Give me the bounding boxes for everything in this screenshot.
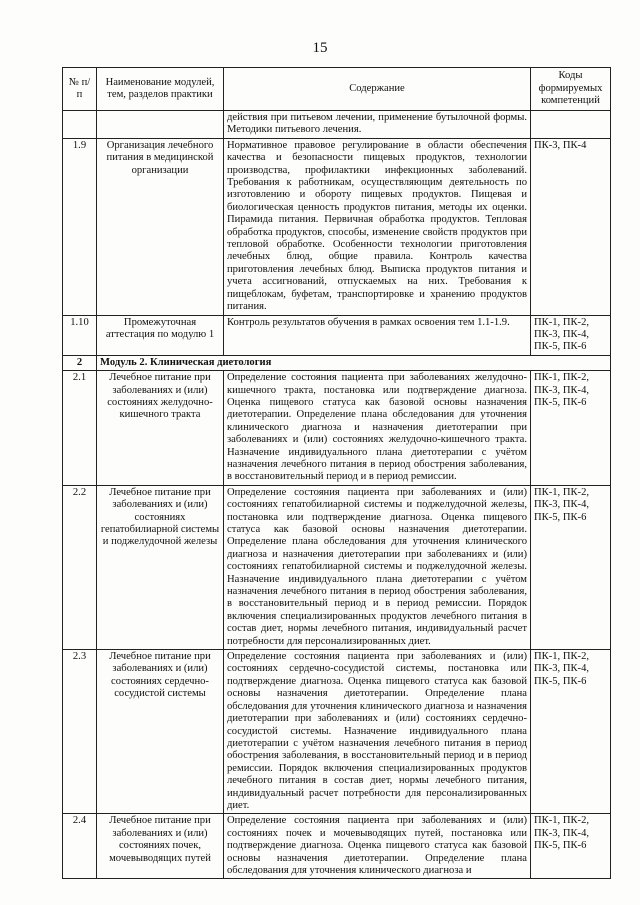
row-content: Контроль результатов обучения в рамках освоения тем 1.1-1.9. — [224, 315, 531, 355]
header-content: Содержание — [224, 68, 531, 111]
header-num: № п/п — [63, 68, 97, 111]
row-name: Лечебное питание при заболеваниях и (или) состояниях желудочно-кишечного тракта — [97, 371, 224, 486]
row-name: Лечебное питание при заболеваниях и (или) состояниях гепатобилиарной системы и поджелудочной железы — [97, 485, 224, 649]
section-title: Модуль 2. Клиническая диетология — [97, 355, 611, 370]
table-row — [63, 371, 611, 486]
row-num: 2.3 — [63, 650, 97, 814]
section-row — [63, 355, 611, 370]
row-codes: ПК-3, ПК-4 — [531, 138, 611, 315]
curriculum-table — [62, 67, 611, 879]
table-header-row — [63, 68, 611, 111]
row-codes: ПК-1, ПК-2, ПК-3, ПК-4, ПК-5, ПК-6 — [531, 315, 611, 355]
row-codes: ПК-1, ПК-2, ПК-3, ПК-4, ПК-5, ПК-6 — [531, 371, 611, 486]
row-num: 1.10 — [63, 315, 97, 355]
table-row — [63, 814, 611, 879]
row-name: Организация лечебного питания в медицинской организации — [97, 138, 224, 315]
header-codes: Коды формируемых компетенций — [531, 68, 611, 111]
table-row — [63, 315, 611, 355]
table-row — [63, 650, 611, 814]
row-codes: ПК-1, ПК-2, ПК-3, ПК-4, ПК-5, ПК-6 — [531, 650, 611, 814]
row-num: 2.4 — [63, 814, 97, 879]
table-row — [63, 138, 611, 315]
row-content: действия при питьевом лечении, применение бутылочной формы. Методики питьевого лечения. — [224, 111, 531, 139]
row-name: Промежуточная аттестация по модулю 1 — [97, 315, 224, 355]
table-row — [63, 485, 611, 649]
row-content: Определение состояния пациента при заболеваниях и (или) состояниях почек и мочевыводящих путей, постановка или подтверждение диагноза. Оценка пищевого статуса как базовой основы назначения диетотерапии. Определение плана обследования для уточнения клинического диагноза и — [224, 814, 531, 879]
row-name: Лечебное питание при заболеваниях и (или) состояниях почек, мочевыводящих путей — [97, 814, 224, 879]
row-content: Нормативное правовое регулирование в области обеспечения качества и безопасности пищевых продуктов, технологии производства, профилактики инфекционных заболеваний. Требования к работникам, осуществляющим деятельность по изготовлению и обороту пищевых продуктов. Пищевая и биологическая ценность продуктов питания, методы их оценки. Пирамида питания. Первичная обработка продуктов. Тепловая обработка продуктов, способы, изменение свойств продуктов при тепловой обработке. Особенности технологии приготовления лечебных блюд, общие правила. Контроль качества приготовления лечебных блюд. Выписка продуктов питания и учета ассигнований, отпускаемых на них. Требования к пищеблокам, буфетам, транспортировке и хранению продуктов питания. — [224, 138, 531, 315]
table-row — [63, 111, 611, 139]
row-codes: ПК-1, ПК-2, ПК-3, ПК-4, ПК-5, ПК-6 — [531, 814, 611, 879]
row-num: 1.9 — [63, 138, 97, 315]
row-codes: ПК-1, ПК-2, ПК-3, ПК-4, ПК-5, ПК-6 — [531, 485, 611, 649]
row-content: Определение состояния пациента при заболеваниях и (или) состояниях гепатобилиарной системы и поджелудочной железы, постановка или подтверждение диагноза. Оценка пищевого статуса как базовой основы назначения диетотерапии. Определение плана обследования для уточнения клинического диагноза и назначения диетотерапии при заболеваниях и (или) состояниях гепатобилиарной системы и поджелудочной железы. Назначение индивидуального плана диетотерапии с учётом назначения лечебного питания в период обострения заболевания, в восстановительный период и в период ремиссии. Порядок включения специализированных продуктов лечебного питания в состав диет, нормы лечебного питания, индивидуальный расчет потребности для персонализированных диет. — [224, 485, 531, 649]
row-content: Определение состояния пациента при заболеваниях и (или) состояниях сердечно-сосудистой системы, постановка или подтверждение диагноза. Оценка пищевого статуса как базовой основы назначения диетотерапии. Определение плана обследования для уточнения клинического диагноза и назначения диетотерапии при заболеваниях и (или) состояниях сердечно-сосудистой системы. Назначение индивидуального плана диетотерапии с учётом назначения лечебного питания в период обострения заболевания, в восстановительный период и в период ремиссии. Порядок включения специализированных продуктов лечебного питания в состав диет, нормы лечебного питания, индивидуальный расчет потребности для персонализированных диет. — [224, 650, 531, 814]
row-codes — [531, 111, 611, 139]
row-content: Определение состояния пациента при заболеваниях желудочно-кишечного тракта, постановка или подтверждение диагноза. Оценка пищевого статуса как базовой основы назначения диетотерапии. Определение плана обследования для уточнения клинического диагноза и назначения диетотерапии при заболеваниях и (или) состояниях желудочно-кишечного тракта. Назначение индивидуального плана диетотерапии с учётом назначения лечебного питания в период обострения заболевания, в восстановительный период и в период ремиссии. — [224, 371, 531, 486]
row-num: 2.2 — [63, 485, 97, 649]
row-name: Лечебное питание при заболеваниях и (или) состояниях сердечно-сосудистой системы — [97, 650, 224, 814]
row-num: 2.1 — [63, 371, 97, 486]
header-name: Наименование модулей, тем, разделов практики — [97, 68, 224, 111]
section-num: 2 — [63, 355, 97, 370]
row-name — [97, 111, 224, 139]
row-num — [63, 111, 97, 139]
page-number: 15 — [312, 40, 328, 56]
